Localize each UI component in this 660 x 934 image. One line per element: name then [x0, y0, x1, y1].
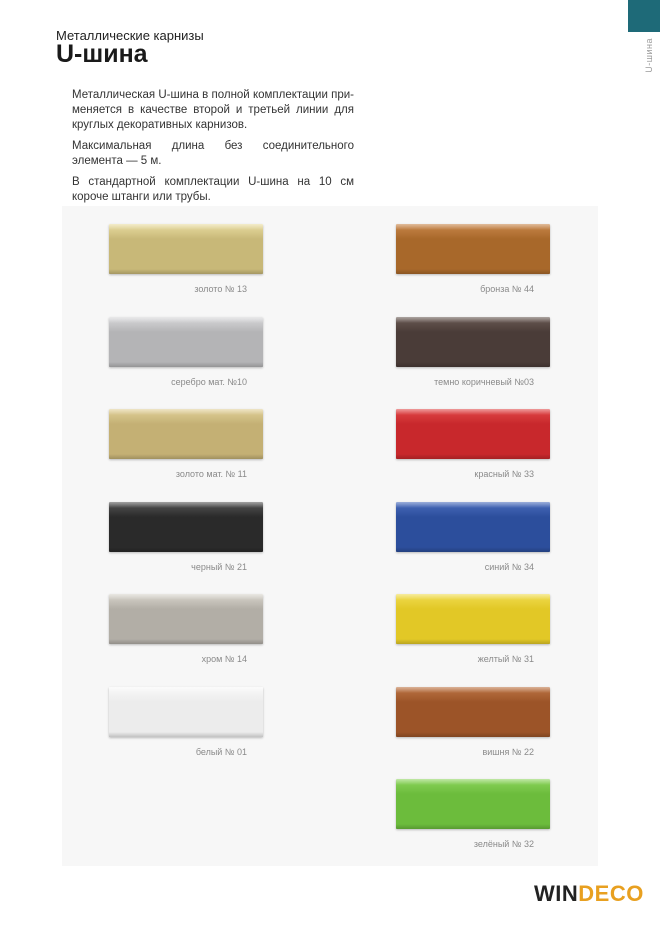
color-swatch — [109, 224, 263, 274]
description-paragraph: Максимальная длина без соединительного элемента — 5 м. — [72, 140, 354, 167]
swatch-label: бронза № 44 — [480, 284, 534, 294]
color-swatch — [109, 502, 263, 552]
color-swatch — [109, 687, 263, 737]
swatch-label: черный № 21 — [191, 562, 247, 572]
page-subtitle: Металлические карнизы — [56, 28, 204, 43]
swatch-label: зелёный № 32 — [473, 839, 534, 849]
color-swatch — [396, 687, 550, 737]
section-tab-marker — [628, 0, 660, 32]
swatch-label: синий № 34 — [484, 562, 534, 572]
side-section-label: U-шина — [644, 38, 654, 73]
color-swatch — [396, 224, 550, 274]
description — [72, 88, 354, 211]
color-swatch — [109, 409, 263, 459]
swatch-label: вишня № 22 — [482, 747, 534, 757]
page-title: U-шина — [56, 40, 148, 68]
swatch-label: красный № 33 — [474, 469, 534, 479]
color-swatch — [396, 594, 550, 644]
color-swatch — [109, 594, 263, 644]
logo-part-deco: DECO — [578, 881, 644, 906]
color-swatch — [396, 779, 550, 829]
swatch-label: белый № 01 — [195, 747, 247, 757]
description-paragraph: Металлическая U-шина в полной комплектации при-меняется в качестве второй и третьей линии для круглых декоративных карнизов. — [72, 89, 354, 131]
swatch-label: темно коричневый №03 — [434, 377, 534, 387]
swatch-label: желтый № 31 — [477, 654, 534, 664]
swatch-label: хром № 14 — [201, 654, 247, 664]
description-paragraph: В стандартной комплектации U-шина на 10 см короче штанги или трубы. — [72, 176, 354, 203]
logo-part-win: WIN — [534, 881, 579, 906]
swatch-label: золото № 13 — [194, 284, 247, 294]
color-swatch — [396, 409, 550, 459]
brand-logo — [534, 881, 644, 907]
color-swatch — [109, 317, 263, 367]
swatch-label: золото мат. № 11 — [175, 469, 247, 479]
color-swatch — [396, 317, 550, 367]
color-swatch — [396, 502, 550, 552]
swatch-label: серебро мат. №10 — [171, 377, 247, 387]
